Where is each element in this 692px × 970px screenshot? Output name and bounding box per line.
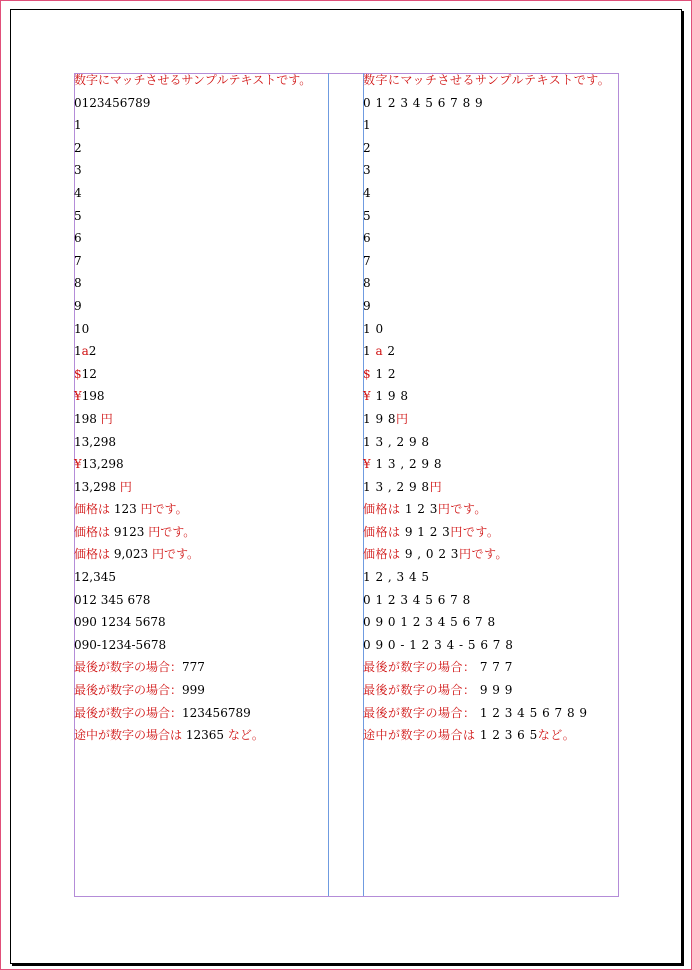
number-text: 4 xyxy=(74,185,82,200)
number-text: 5 xyxy=(363,208,372,223)
number-text: 9 xyxy=(74,298,82,313)
number-text: 12 xyxy=(81,366,97,381)
text-line xyxy=(74,476,328,499)
text-line xyxy=(363,431,617,454)
text-line xyxy=(363,92,617,115)
number-text: 123 xyxy=(113,502,141,517)
number-text: 1 2 3 4 5 6 7 8 9 xyxy=(475,705,588,720)
number-text: 0 1 2 3 4 5 6 7 8 9 xyxy=(363,95,484,110)
number-text: 090-1234-5678 xyxy=(74,637,167,652)
text-line xyxy=(74,634,328,657)
number-text: 1 xyxy=(74,344,82,359)
text-line xyxy=(74,340,328,363)
highlighted-text: 価格は xyxy=(363,547,401,562)
number-text: 2 xyxy=(88,344,97,359)
text-line xyxy=(74,543,328,566)
column-guide-left xyxy=(328,73,329,896)
number-text: 6 xyxy=(363,231,372,246)
text-line xyxy=(74,159,328,182)
number-text: 090 1234 5678 xyxy=(74,615,166,630)
highlighted-text: 価格は xyxy=(74,502,114,517)
highlighted-text: 円 xyxy=(100,411,113,426)
text-line xyxy=(74,205,328,228)
highlighted-text: 途中が数字の場合は xyxy=(74,728,186,743)
number-text: 8 xyxy=(363,276,372,291)
highlighted-text: 円です。 xyxy=(140,502,188,517)
highlighted-text: 円です。 xyxy=(152,547,200,562)
text-line xyxy=(74,114,328,137)
number-text: 13,298 xyxy=(74,479,120,494)
number-text: 6 xyxy=(74,231,82,246)
text-line xyxy=(74,182,328,205)
number-text: 0 9 0 1 2 3 4 5 6 7 8 xyxy=(363,615,496,630)
text-line xyxy=(74,702,328,725)
text-line xyxy=(363,408,617,431)
text-line xyxy=(74,724,328,747)
text-line xyxy=(363,521,617,544)
highlighted-text: など。 xyxy=(537,728,576,743)
highlighted-text: 円です。 xyxy=(450,524,500,539)
number-text: 198 xyxy=(81,389,105,404)
highlighted-text: 円です。 xyxy=(148,524,196,539)
number-text: 0123456789 xyxy=(74,95,151,110)
number-text: 5 xyxy=(74,208,82,223)
number-text: 777 xyxy=(182,660,205,675)
text-line xyxy=(363,498,617,521)
highlighted-text: 価格は xyxy=(363,524,401,539)
text-line xyxy=(74,385,328,408)
text-line xyxy=(74,92,328,115)
text-line xyxy=(363,250,617,273)
highlighted-text: 途中が数字の場合は xyxy=(363,728,476,743)
number-text: 9 , 0 2 3 xyxy=(400,547,459,562)
number-text: 1 9 8 xyxy=(371,389,409,404)
number-text: 1 3 , 2 9 8 xyxy=(363,479,430,494)
text-line xyxy=(74,566,328,589)
text-line xyxy=(363,114,617,137)
text-line xyxy=(363,385,617,408)
highlighted-text: 円 xyxy=(429,479,443,494)
number-text: 13,298 xyxy=(74,434,116,449)
number-text: 1 3 , 2 9 8 xyxy=(363,434,430,449)
highlighted-text: $ xyxy=(74,366,82,381)
text-line xyxy=(363,159,617,182)
text-line xyxy=(363,182,617,205)
number-text: 13,298 xyxy=(81,457,124,472)
number-text: 123456789 xyxy=(182,705,251,720)
highlighted-text: ¥ xyxy=(363,389,372,404)
text-line xyxy=(363,340,617,363)
text-line xyxy=(363,476,617,499)
number-text: 9123 xyxy=(113,524,149,539)
number-text: 3 xyxy=(74,163,82,178)
text-line xyxy=(74,272,328,295)
number-text: 2 xyxy=(363,140,372,155)
text-line xyxy=(74,679,328,702)
highlighted-text: 価格は xyxy=(363,502,401,517)
text-line xyxy=(74,431,328,454)
highlighted-text: 数字にマッチさせるサンプルテキストです。 xyxy=(74,73,312,87)
highlighted-text: 円です。 xyxy=(437,502,487,517)
number-text: 1 xyxy=(363,118,372,133)
text-line xyxy=(74,589,328,612)
highlighted-text: a xyxy=(81,344,89,359)
number-text: 1 xyxy=(363,344,376,359)
highlighted-text: 最後が数字の場合： xyxy=(74,705,183,720)
number-text: 0 1 2 3 4 5 6 7 8 xyxy=(363,592,471,607)
highlighted-text: a xyxy=(375,344,384,359)
text-line xyxy=(363,724,617,747)
number-text: 10 xyxy=(74,321,90,336)
highlighted-text: ¥ xyxy=(74,389,82,404)
text-line xyxy=(363,205,617,228)
text-line xyxy=(363,69,617,92)
highlighted-text: など。 xyxy=(227,728,264,743)
text-line xyxy=(363,702,617,725)
highlighted-text: 円 xyxy=(396,411,409,426)
text-column-left xyxy=(74,69,328,747)
text-line xyxy=(74,227,328,250)
number-text: 012 345 678 xyxy=(74,592,151,607)
highlighted-text: ¥ xyxy=(74,457,82,472)
text-line xyxy=(363,295,617,318)
number-text: 9 1 2 3 xyxy=(400,524,451,539)
number-text: 8 xyxy=(74,276,82,291)
text-column-right xyxy=(363,69,617,747)
highlighted-text: 最後が数字の場合： xyxy=(363,683,476,698)
text-line xyxy=(74,498,328,521)
number-text: 1 2 , 3 4 5 xyxy=(363,570,430,585)
text-line xyxy=(74,250,328,273)
text-line xyxy=(74,611,328,634)
text-line xyxy=(74,521,328,544)
text-line xyxy=(363,227,617,250)
highlighted-text: 円 xyxy=(119,479,132,494)
number-text: 1 2 3 6 5 xyxy=(475,728,538,743)
highlighted-text: $ xyxy=(363,366,372,381)
number-text: 7 xyxy=(363,253,372,268)
text-line xyxy=(74,318,328,341)
text-line xyxy=(74,137,328,160)
highlighted-text: 円です。 xyxy=(458,547,508,562)
number-text: 4 xyxy=(363,185,372,200)
number-text: 12365 xyxy=(185,728,228,743)
highlighted-text: 価格は xyxy=(74,524,114,539)
number-text: 2 xyxy=(74,140,82,155)
text-line xyxy=(363,589,617,612)
text-line xyxy=(74,363,328,386)
highlighted-text: 最後が数字の場合： xyxy=(363,705,476,720)
number-text: 2 xyxy=(383,344,396,359)
number-text: 7 xyxy=(74,253,82,268)
highlighted-text: 最後が数字の場合： xyxy=(74,660,183,675)
number-text: 198 xyxy=(74,411,101,426)
number-text: 0 9 0 - 1 2 3 4 - 5 6 7 8 xyxy=(363,637,514,652)
number-text: 1 3 , 2 9 8 xyxy=(371,457,443,472)
number-text: 9,023 xyxy=(113,547,152,562)
number-text: 7 7 7 xyxy=(475,660,513,675)
number-text: 9 xyxy=(363,298,372,313)
text-line xyxy=(74,656,328,679)
text-line xyxy=(363,272,617,295)
number-text: 3 xyxy=(363,163,372,178)
highlighted-text: 最後が数字の場合： xyxy=(74,683,183,698)
text-line xyxy=(363,566,617,589)
number-text: 1 2 3 xyxy=(400,502,438,517)
number-text: 1 9 8 xyxy=(363,411,397,426)
number-text: 1 xyxy=(74,118,82,133)
text-line xyxy=(363,137,617,160)
text-line xyxy=(363,318,617,341)
number-text: 999 xyxy=(182,683,205,698)
highlighted-text: 価格は xyxy=(74,547,114,562)
text-line xyxy=(363,656,617,679)
text-line xyxy=(363,611,617,634)
text-line xyxy=(363,679,617,702)
text-line xyxy=(363,453,617,476)
highlighted-text: ¥ xyxy=(363,457,372,472)
number-text: 9 9 9 xyxy=(475,683,513,698)
text-line xyxy=(74,408,328,431)
text-line xyxy=(74,453,328,476)
number-text: 12,345 xyxy=(74,570,116,585)
text-line xyxy=(363,363,617,386)
number-text: 1 0 xyxy=(363,321,384,336)
text-line xyxy=(363,543,617,566)
highlighted-text: 最後が数字の場合： xyxy=(363,660,476,675)
text-line xyxy=(74,295,328,318)
text-line xyxy=(363,634,617,657)
highlighted-text: 数字にマッチさせるサンプルテキストです。 xyxy=(363,73,611,87)
text-line xyxy=(74,69,328,92)
number-text: 1 2 xyxy=(371,366,397,381)
